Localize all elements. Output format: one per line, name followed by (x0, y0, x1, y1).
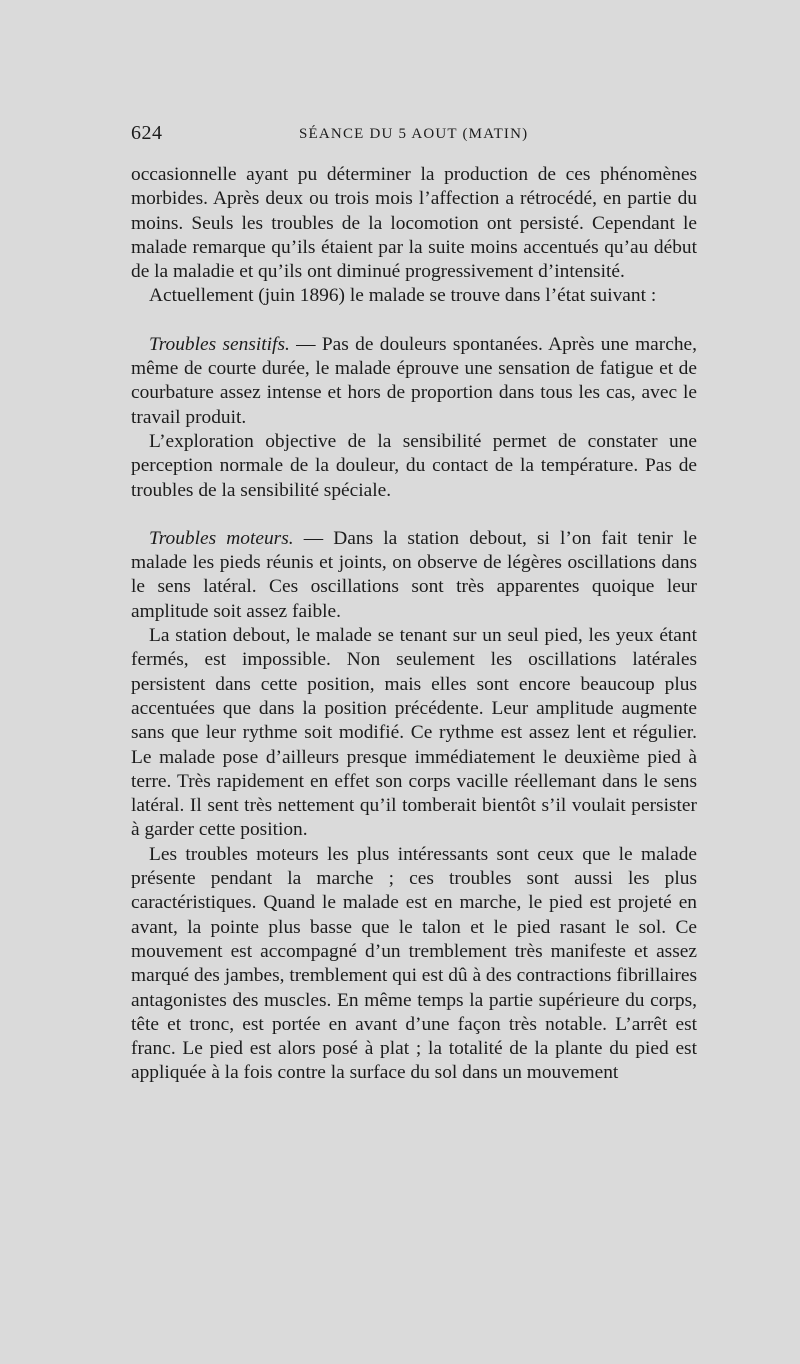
running-title: SÉANCE DU 5 AOUT (MATIN) (299, 126, 529, 142)
paragraph: Les troubles moteurs les plus intéressants sont ceux que le malade présente pendant la marche ; ces troubles sont aussi les plus caractéristiques. Quand le malade est en marche, le pied est projeté en avant, la pointe plus basse que le talon et le pied rasant le sol. Ce mouvement est accompagné d’un tremblement très manifeste et assez marqué des jambes, tremblement qui est dû à des contractions fibrillaires antagonistes des muscles. En même temps la partie supérieure du corps, tête et tronc, est portée en avant d’une façon très notable. L’arrêt est franc. Le pied est alors posé à plat ; la totalité de la plante du pied est appliquée à la fois contre la surface du sol dans un mouvement (131, 843, 697, 1084)
paragraph: Actuellement (juin 1896) le malade se trouve dans l’état suivant : (149, 285, 657, 307)
paragraph: La station debout, le malade se tenant sur un seul pied, les yeux étant fermés, est impossible. Non seulement les oscillations latérales persistent dans cette position, mais elles sont encore beaucoup plus accentuées que dans la position précédente. Leur amplitude augmente sans que leur rythme soit modifié. Ce rythme est assez lent et régulier. Le malade pose d’ailleurs presque immédiatement le deuxième pied à terre. Très rapidement en effet son corps vacille réellemant dans le sens latéral. Il sent très nettement qu’il tomberait bientôt s’il voulait persister à garder cette position. (131, 625, 697, 841)
section-title-moteurs: Troubles moteurs. (149, 527, 294, 549)
paragraph-continued: occasionnelle ayant pu déterminer la production de ces phénomènes morbides. Après deux ou trois mois l’affection a rétrocédé, en partie du moins. Seuls les troubles de la locomotion ont persisté. Cependant le malade remarque qu’ils étaient par la suite moins accentués qu’au début de la maladie et qu’ils ont diminué progressivement d’intensité. (131, 164, 697, 283)
paragraph: L’exploration objective de la sensibilité permet de constater une perception normale de la douleur, du contact de la température. Pas de troubles de la sensibilité spéciale. (131, 430, 697, 501)
paragraph-troubles-sensitifs (131, 333, 697, 430)
page-header (131, 122, 698, 152)
paragraph-text: — Dans la station debout, si l’on fait tenir le malade les pieds réunis et joints, on observe de légères oscillations dans le sens latéral. Ces oscillations sont très apparentes quoique leur amplitude soit assez faible. (131, 527, 697, 622)
paragraph-text: — Pas de douleurs spontanées. Après une marche, même de courte durée, le malade éprouve une sensation de fatigue et de courbature assez intense et hors de proportion dans tous les cas, avec le travail produit. (131, 333, 697, 428)
paragraph-troubles-moteurs (131, 527, 697, 624)
page-number: 624 (131, 122, 163, 144)
section-title-sensitifs: Troubles sensitifs. (149, 333, 290, 355)
body-text (131, 163, 697, 1086)
